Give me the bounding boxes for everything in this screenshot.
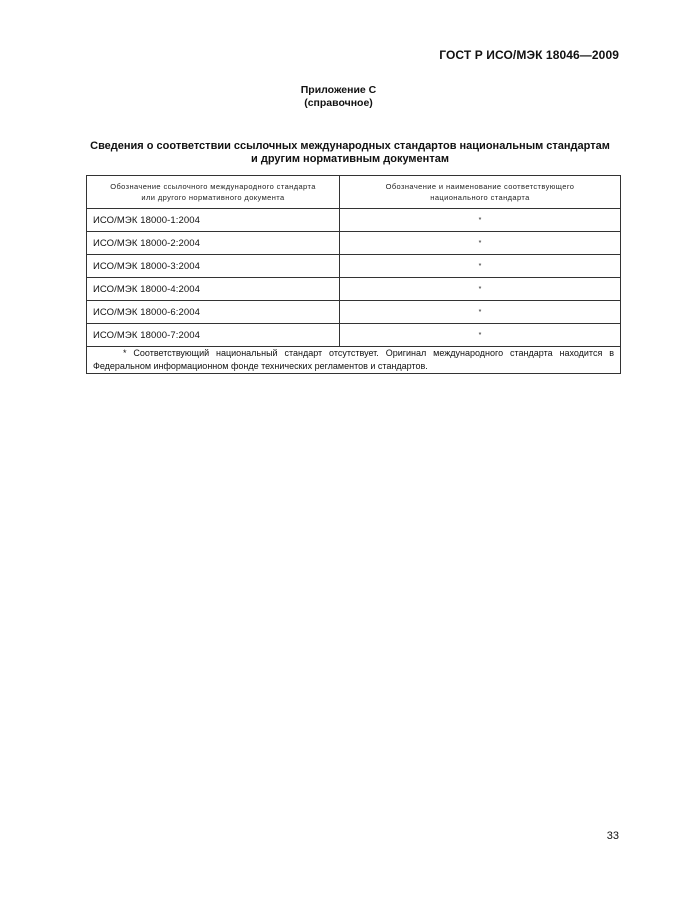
- correspondence-table: [86, 175, 621, 374]
- appendix-type: (справочное): [304, 97, 373, 109]
- page-number: 33: [606, 830, 619, 842]
- header-national-standard: [340, 176, 621, 209]
- appendix-heading: [0, 84, 677, 110]
- header-cell-line: или другого нормативного документа: [141, 193, 285, 202]
- national-standard-cell: *: [340, 278, 621, 301]
- document-code: ГОСТ Р ИСО/МЭК 18046—2009: [439, 48, 619, 62]
- table-footnote-row: [87, 347, 621, 374]
- national-standard-cell: *: [340, 255, 621, 278]
- international-standard-cell: ИСО/МЭК 18000-3:2004: [87, 255, 340, 278]
- national-standard-cell: *: [340, 232, 621, 255]
- national-standard-cell: *: [340, 301, 621, 324]
- table-row: [87, 209, 621, 232]
- international-standard-cell: ИСО/МЭК 18000-1:2004: [87, 209, 340, 232]
- international-standard-cell: ИСО/МЭК 18000-6:2004: [87, 301, 340, 324]
- appendix-title: [40, 140, 660, 166]
- table-row: [87, 324, 621, 347]
- table-row: [87, 232, 621, 255]
- table-header-row: [87, 176, 621, 209]
- international-standard-cell: ИСО/МЭК 18000-4:2004: [87, 278, 340, 301]
- title-line-2: и другим нормативным документам: [251, 153, 449, 165]
- header-cell-line: национального стандарта: [430, 193, 530, 202]
- international-standard-cell: ИСО/МЭК 18000-2:2004: [87, 232, 340, 255]
- title-line-1: Сведения о соответствии ссылочных международных стандартов национальным стандартам: [90, 140, 610, 152]
- national-standard-cell: *: [340, 209, 621, 232]
- appendix-label: Приложение С: [300, 84, 377, 96]
- table-row: [87, 278, 621, 301]
- table-row: [87, 301, 621, 324]
- table-footnote: * Соответствующий национальный стандарт отсутствует. Оригинал международного стандарта находится в Федеральном информационном фонде технических регламентов и стандартов.: [87, 347, 621, 374]
- table-row: [87, 255, 621, 278]
- header-international-standard: [87, 176, 340, 209]
- national-standard-cell: *: [340, 324, 621, 347]
- international-standard-cell: ИСО/МЭК 18000-7:2004: [87, 324, 340, 347]
- header-cell-line: Обозначение и наименование соответствующего: [385, 182, 575, 191]
- header-cell-line: Обозначение ссылочного международного стандарта: [110, 182, 316, 191]
